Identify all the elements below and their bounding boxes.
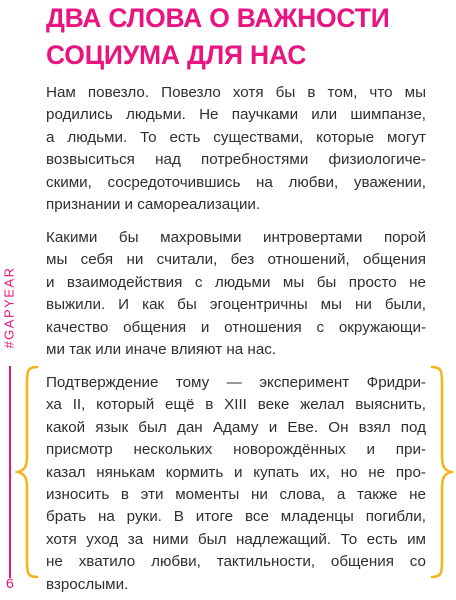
sidebar-hashtag-text: #GAPYEAR — [1, 265, 17, 349]
paragraph-line: признании и самореализации. — [46, 195, 261, 213]
paragraph-1 — [46, 82, 426, 216]
paragraph-line: скими, сосредоточившись на любви, уважении, — [46, 173, 426, 191]
paragraph-line: казал нянькам кормить и купать их, но не про- — [46, 463, 426, 481]
paragraph-line: хотя уход за ними был надлежащий. То есть им — [46, 530, 426, 548]
chapter-heading — [46, 0, 446, 74]
heading-line-2: СОЦИУМА ДЛЯ НАС — [46, 40, 307, 70]
paragraph-line: а людьми. То есть существами, которые могут — [46, 128, 426, 146]
paragraph-line: не хватило любви, тактильности, общения со — [46, 553, 426, 571]
paragraph-line: родились людьми. Не паучками или шимпанзе, — [46, 106, 426, 124]
paragraph-line: ми так или иначе влияют на нас. — [46, 340, 277, 358]
paragraph-line: Подтверждение тому — эксперимент Фридри- — [46, 374, 426, 391]
paragraph-line: взрослыми. — [46, 575, 129, 593]
paragraph-line: выжили. И как бы эгоцентричны мы ни были, — [46, 296, 426, 314]
paragraph-line: возвыситься над потребностями физиологиче- — [46, 151, 426, 169]
paragraph-line: износить в эти моменты ни слова, а также не — [46, 485, 426, 503]
quote-paragraph — [46, 372, 426, 596]
paragraph-line: ха II, который ещё в XIII веке желал выяснить, — [46, 396, 426, 414]
paragraph-line: Нам повезло. Повезло хотя бы в том, что мы — [46, 84, 426, 101]
left-curly-brace-icon — [15, 364, 41, 580]
right-curly-brace-icon — [428, 364, 454, 580]
sidebar-rule — [9, 366, 11, 578]
paragraph-line: Какими бы махровыми интровертами порой — [46, 229, 426, 246]
paragraph-line: качество общения и отношения с окружающи- — [46, 318, 426, 336]
paragraph-line: брать на руки. В итоге все младенцы погибли, — [46, 508, 426, 526]
paragraph-line: и взаимодействия с людьми мы бы просто не — [46, 273, 426, 291]
heading-line-1: ДВА СЛОВА О ВАЖНОСТИ — [46, 3, 390, 33]
paragraph-line: какой язык был дан Адаму и Еве. Он взял под — [46, 418, 426, 436]
paragraph-line: мы себя ни считали, без отношений, общения — [46, 251, 426, 269]
paragraph-2 — [46, 227, 426, 361]
page-number: 6 — [6, 575, 14, 591]
paragraph-line: присмотр нескольких новорождённых и при- — [46, 441, 426, 459]
sidebar-hashtag — [0, 262, 18, 352]
